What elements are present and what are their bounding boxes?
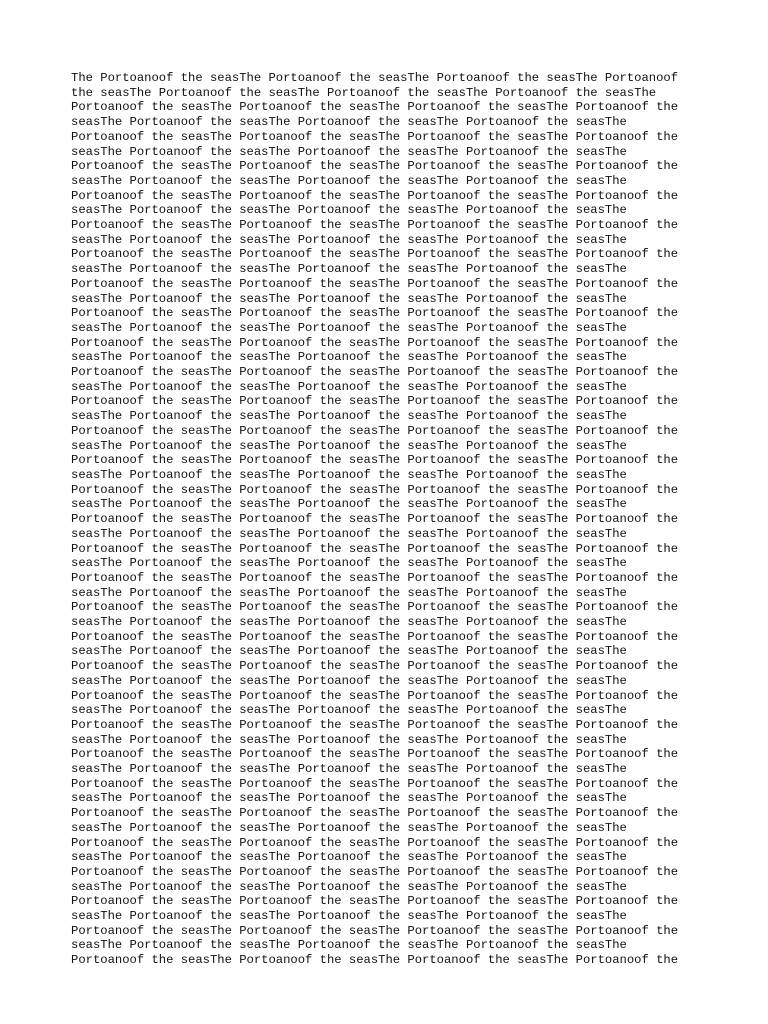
text-line: seasThe Portoanoof the seasThe Portoanoof the seasThe Portoanoof the seasThe (71, 673, 627, 688)
text-line: Portoanoof the seasThe Portoanoof the seasThe Portoanoof the seasThe Portoanoof the (71, 512, 679, 527)
text-line: Portoanoof the seasThe Portoanoof the seasThe Portoanoof the seasThe Portoanoof the (71, 159, 679, 174)
text-line: seasThe Portoanoof the seasThe Portoanoof the seasThe Portoanoof the seasThe (71, 762, 627, 777)
text-line: Portoanoof the seasThe Portoanoof the seasThe Portoanoof the seasThe Portoanoof the (71, 570, 679, 585)
text-line: seasThe Portoanoof the seasThe Portoanoof the seasThe Portoanoof the seasThe (71, 409, 627, 424)
text-line: Portoanoof the seasThe Portoanoof the seasThe Portoanoof the seasThe Portoanoof the (71, 776, 679, 791)
text-line: seasThe Portoanoof the seasThe Portoanoof the seasThe Portoanoof the seasThe (71, 820, 627, 835)
text-line: Portoanoof the seasThe Portoanoof the seasThe Portoanoof the seasThe Portoanoof the (71, 600, 679, 615)
text-line: seasThe Portoanoof the seasThe Portoanoof the seasThe Portoanoof the seasThe (71, 262, 627, 277)
text-line: Portoanoof the seasThe Portoanoof the seasThe Portoanoof the seasThe Portoanoof the (71, 629, 679, 644)
text-line: Portoanoof the seasThe Portoanoof the seasThe Portoanoof the seasThe Portoanoof the (71, 100, 679, 115)
text-line: Portoanoof the seasThe Portoanoof the seasThe Portoanoof the seasThe Portoanoof the (71, 923, 679, 938)
text-line: seasThe Portoanoof the seasThe Portoanoof the seasThe Portoanoof the seasThe (71, 909, 627, 924)
text-line: Portoanoof the seasThe Portoanoof the seasThe Portoanoof the seasThe Portoanoof the (71, 541, 679, 556)
text-line: seasThe Portoanoof the seasThe Portoanoof the seasThe Portoanoof the seasThe (71, 791, 627, 806)
text-line: seasThe Portoanoof the seasThe Portoanoof the seasThe Portoanoof the seasThe (71, 438, 627, 453)
text-line: seasThe Portoanoof the seasThe Portoanoof the seasThe Portoanoof the seasThe (71, 467, 627, 482)
text-line: seasThe Portoanoof the seasThe Portoanoof the seasThe Portoanoof the seasThe (71, 879, 627, 894)
text-line: Portoanoof the seasThe Portoanoof the seasThe Portoanoof the seasThe Portoanoof the (71, 717, 679, 732)
text-line: seasThe Portoanoof the seasThe Portoanoof the seasThe Portoanoof the seasThe (71, 320, 627, 335)
text-line: seasThe Portoanoof the seasThe Portoanoof the seasThe Portoanoof the seasThe (71, 732, 627, 747)
text-line: Portoanoof the seasThe Portoanoof the seasThe Portoanoof the seasThe Portoanoof the (71, 747, 679, 762)
text-line: seasThe Portoanoof the seasThe Portoanoof the seasThe Portoanoof the seasThe (71, 350, 627, 365)
text-line: Portoanoof the seasThe Portoanoof the seasThe Portoanoof the seasThe Portoanoof the (71, 423, 679, 438)
text-line: seasThe Portoanoof the seasThe Portoanoof the seasThe Portoanoof the seasThe (71, 850, 627, 865)
text-line: Portoanoof the seasThe Portoanoof the seasThe Portoanoof the seasThe Portoanoof the (71, 688, 679, 703)
text-line: seasThe Portoanoof the seasThe Portoanoof the seasThe Portoanoof the seasThe (71, 938, 627, 953)
text-line: seasThe Portoanoof the seasThe Portoanoof the seasThe Portoanoof the seasThe (71, 497, 627, 512)
text-line: Portoanoof the seasThe Portoanoof the seasThe Portoanoof the seasThe Portoanoof the (71, 365, 679, 380)
text-line: Portoanoof the seasThe Portoanoof the seasThe Portoanoof the seasThe Portoanoof the (71, 482, 679, 497)
text-line: seasThe Portoanoof the seasThe Portoanoof the seasThe Portoanoof the seasThe (71, 203, 627, 218)
text-line: seasThe Portoanoof the seasThe Portoanoof the seasThe Portoanoof the seasThe (71, 173, 627, 188)
text-line: seasThe Portoanoof the seasThe Portoanoof the seasThe Portoanoof the seasThe (71, 115, 627, 130)
text-line: Portoanoof the seasThe Portoanoof the seasThe Portoanoof the seasThe Portoanoof the (71, 218, 679, 233)
text-line: seasThe Portoanoof the seasThe Portoanoof the seasThe Portoanoof the seasThe (71, 379, 627, 394)
text-line: Portoanoof the seasThe Portoanoof the seasThe Portoanoof the seasThe Portoanoof the (71, 129, 679, 144)
text-line: seasThe Portoanoof the seasThe Portoanoof the seasThe Portoanoof the seasThe (71, 585, 627, 600)
body-text (71, 71, 711, 968)
text-line: Portoanoof the seasThe Portoanoof the seasThe Portoanoof the seasThe Portoanoof the (71, 276, 679, 291)
text-line: seasThe Portoanoof the seasThe Portoanoof the seasThe Portoanoof the seasThe (71, 144, 627, 159)
text-line: seasThe Portoanoof the seasThe Portoanoof the seasThe Portoanoof the seasThe (71, 556, 627, 571)
text-line: Portoanoof the seasThe Portoanoof the seasThe Portoanoof the seasThe Portoanoof the (71, 453, 679, 468)
text-line: Portoanoof the seasThe Portoanoof the seasThe Portoanoof the seasThe Portoanoof the (71, 306, 679, 321)
text-line: seasThe Portoanoof the seasThe Portoanoof the seasThe Portoanoof the seasThe (71, 232, 627, 247)
text-line: Portoanoof the seasThe Portoanoof the seasThe Portoanoof the seasThe Portoanoof the (71, 247, 679, 262)
text-line: Portoanoof the seasThe Portoanoof the seasThe Portoanoof the seasThe Portoanoof the (71, 394, 679, 409)
text-line: Portoanoof the seasThe Portoanoof the seasThe Portoanoof the seasThe Portoanoof the (71, 894, 679, 909)
text-line: The Portoanoof the seasThe Portoanoof the seasThe Portoanoof the seasThe Portoanoof (71, 71, 679, 85)
text-line: seasThe Portoanoof the seasThe Portoanoof the seasThe Portoanoof the seasThe (71, 526, 627, 541)
text-line: Portoanoof the seasThe Portoanoof the seasThe Portoanoof the seasThe Portoanoof the (71, 806, 679, 821)
text-line: seasThe Portoanoof the seasThe Portoanoof the seasThe Portoanoof the seasThe (71, 291, 627, 306)
text-line: Portoanoof the seasThe Portoanoof the seasThe Portoanoof the seasThe Portoanoof the (71, 659, 679, 674)
text-line: Portoanoof the seasThe Portoanoof the seasThe Portoanoof the seasThe Portoanoof the (71, 188, 679, 203)
text-line: Portoanoof the seasThe Portoanoof the seasThe Portoanoof the seasThe Portoanoof the (71, 835, 679, 850)
text-line: Portoanoof the seasThe Portoanoof the seasThe Portoanoof the seasThe Portoanoof the (71, 953, 679, 968)
text-line: Portoanoof the seasThe Portoanoof the seasThe Portoanoof the seasThe Portoanoof the (71, 864, 679, 879)
text-line: seasThe Portoanoof the seasThe Portoanoof the seasThe Portoanoof the seasThe (71, 703, 627, 718)
text-line: seasThe Portoanoof the seasThe Portoanoof the seasThe Portoanoof the seasThe (71, 644, 627, 659)
text-line: Portoanoof the seasThe Portoanoof the seasThe Portoanoof the seasThe Portoanoof the (71, 335, 679, 350)
text-line: the seasThe Portoanoof the seasThe Portoanoof the seasThe Portoanoof the seasThe (71, 85, 657, 100)
text-line: seasThe Portoanoof the seasThe Portoanoof the seasThe Portoanoof the seasThe (71, 615, 627, 630)
